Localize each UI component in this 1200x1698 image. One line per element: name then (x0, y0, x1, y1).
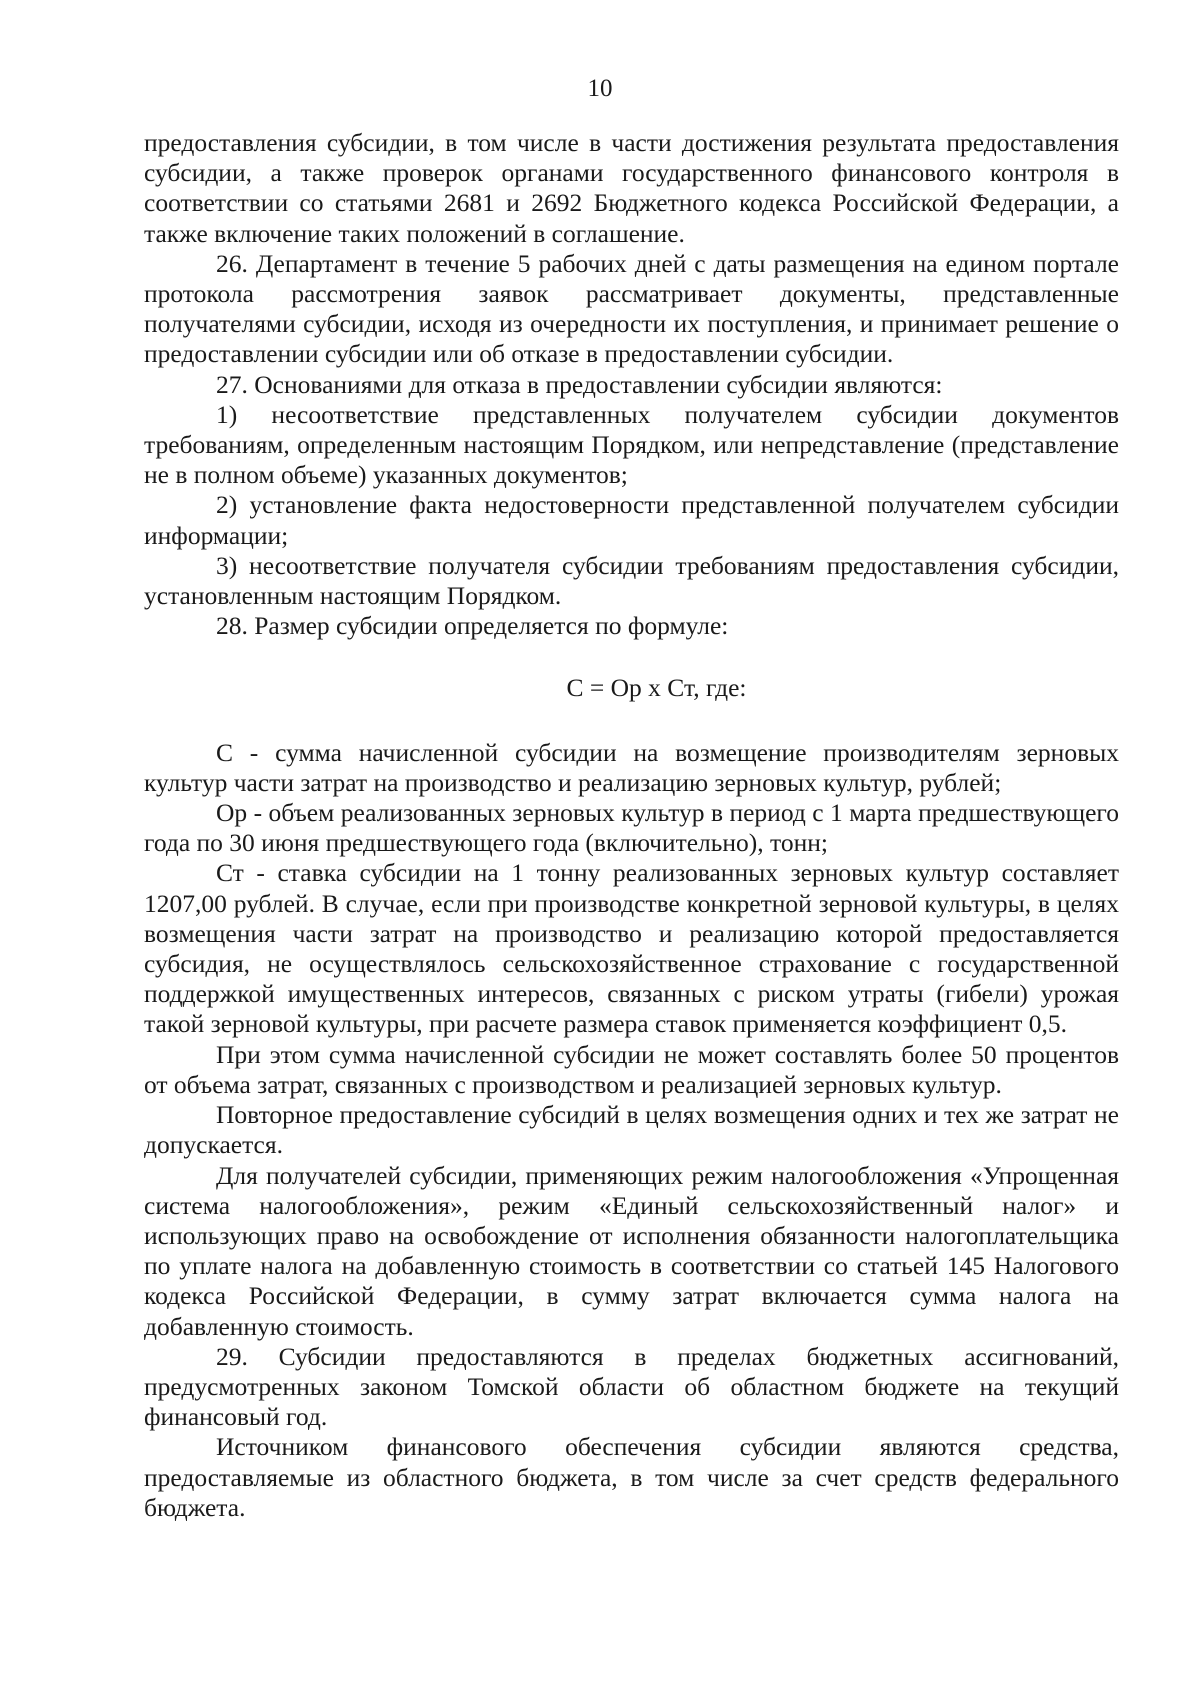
document-body (144, 128, 1119, 1523)
definition-op: Ор - объем реализованных зерновых культур в период с 1 марта предшествующего года по 30 июня предшествующего года (включительно), тонн; (144, 798, 1119, 858)
paragraph-funding-source: Источником финансового обеспечения субсидии являются средства, предоставляемые из областного бюджета, в том числе за счет средств федерального бюджета. (144, 1432, 1119, 1522)
formula: С = Ор х Ст, где: (566, 673, 747, 703)
paragraph-repeat: Повторное предоставление субсидий в целях возмещения одних и тех же затрат не допускается. (144, 1100, 1119, 1160)
definition-st: Ст - ставка субсидии на 1 тонну реализованных зерновых культур составляет 1207,00 рублей. В случае, если при производстве конкретной зерновой культуры, в целях возмещения части затрат на производство и реализацию которой предоставляется субсидия, не осуществлялось сельскохозяйственное страхование с государственной поддержкой имущественных интересов, связанных с риском утраты (гибели) урожая такой зерновой культуры, при расчете размера ставок применяется коэффициент 0,5. (144, 858, 1119, 1039)
subitem-2: 2) установление факта недостоверности представленной получателем субсидии информации; (144, 490, 1119, 550)
paragraph-limit: При этом сумма начисленной субсидии не может составлять более 50 процентов от объема затрат, связанных с производством и реализацией зерновых культур. (144, 1039, 1119, 1099)
paragraph-tax: Для получателей субсидии, применяющих режим налогообложения «Упрощенная система налогообложения», режим «Единый сельскохозяйственный налог» и использующих право на освобождение от исполнения обязанности налогоплательщика по уплате налога на добавленную стоимость в соответствии со статьей 145 Налогового кодекса Российской Федерации, в сумму затрат включается сумма налога на добавленную стоимость. (144, 1160, 1119, 1341)
paragraph-continuation: предоставления субсидии, в том числе в части достижения результата предоставления субсидии, а также проверок органами государственного финансового контроля в соответствии со статьями 2681 и 2692 Бюджетного кодекса Российской Федерации, а также включение таких положений в соглашение. (144, 128, 1119, 248)
paragraph-item-26: 26. Департамент в течение 5 рабочих дней с даты размещения на едином портале протокола рассмотрения заявок рассматривает документы, представленные получателями субсидии, исходя из очередности их поступления, и принимает решение о предоставлении субсидии или об отказе в предоставлении субсидии. (144, 248, 1119, 369)
paragraph-item-29: 29. Субсидии предоставляются в пределах бюджетных ассигнований, предусмотренных законом Томской области об областном бюджете на текущий финансовый год. (144, 1341, 1119, 1432)
subitem-3: 3) несоответствие получателя субсидии требованиям предоставления субсидии, установленным настоящим Порядком. (144, 550, 1119, 611)
subitem-1: 1) несоответствие представленных получателем субсидии документов требованиям, определенным настоящим Порядком, или непредставление (представление не в полном объеме) указанных документов; (144, 399, 1119, 490)
definition-c: С - сумма начисленной субсидии на возмещение производителям зерновых культур части затрат на производство и реализацию зерновых культур, рублей; (144, 737, 1119, 797)
page-number: 10 (587, 75, 613, 102)
paragraph-item-28: 28. Размер субсидии определяется по формуле: (216, 611, 729, 641)
paragraph-item-27: 27. Основаниями для отказа в предоставлении субсидии являются: (216, 369, 943, 399)
